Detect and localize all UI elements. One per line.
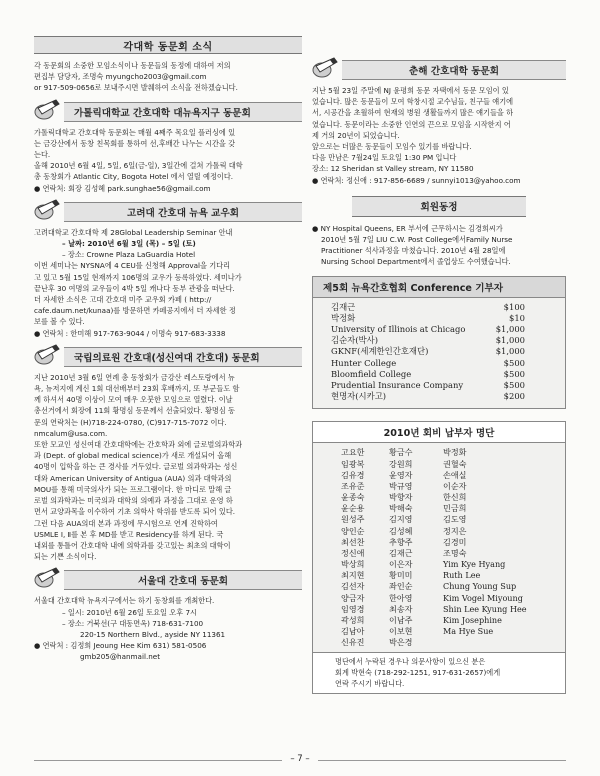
section-title: 고려대 간호대 뉴욕 교우회 bbox=[64, 202, 302, 222]
text-line: 께 하셔서 40명 이상이 모여 매우 오붓한 모임으로 열렸다. 이날 bbox=[34, 395, 233, 405]
section-title-member-news: 회원동정 bbox=[352, 196, 526, 217]
donor-row bbox=[313, 346, 565, 357]
member-name: 황금수 bbox=[389, 447, 413, 458]
section-header-snu bbox=[34, 570, 302, 590]
member-name: 김유경 bbox=[341, 469, 365, 480]
text-line: 총선거에서 회장에 11회 황명심 동문께서 선출되었다. 황명심 동 bbox=[34, 406, 236, 416]
member-name: 최송자 bbox=[389, 603, 413, 614]
member-name: 한아영 bbox=[389, 592, 413, 603]
nmc-body bbox=[34, 372, 302, 562]
text-line: cafe.daum.net/kunaa)를 방문하면 카페공지에서 더 자세한 정 bbox=[34, 306, 236, 316]
member-name: 곽성희 bbox=[341, 614, 365, 625]
section-title: 국립의료원 간호대(성신여대 간호대) 동문회 bbox=[64, 347, 302, 367]
text-line: 각 동문회의 소중한 모임소식이나 동문들의 동정에 대하여 저의 bbox=[34, 61, 231, 70]
contact-line: ● 연락처: 회장 김성혜 park.sunghae56@gmail.com bbox=[34, 183, 211, 193]
donors-table bbox=[313, 302, 565, 403]
text-line: USMLE Ⅰ, Ⅱ를 본 후 MD를 받고 Residency를 하게 된다. 국 bbox=[34, 529, 224, 539]
donor-row bbox=[313, 380, 565, 391]
member-name: 박규영 bbox=[389, 480, 413, 491]
donor-row bbox=[313, 335, 565, 346]
text-line: 더 자세한 소식은 고대 간호대 미주 교우회 카페 ( http:// bbox=[34, 295, 212, 305]
member-name: 김재근 bbox=[389, 547, 413, 558]
contact-line: ● 연락처 : 김정희 Jeoung Hee Kim 631) 581-0506 bbox=[34, 641, 207, 651]
text-line: 문의 연락처는 (H)718-224-0780, (C)917-715-7072 이다. bbox=[34, 417, 227, 427]
member-name: Chung Young Sup bbox=[443, 581, 517, 592]
member-name: 김남아 bbox=[341, 625, 365, 636]
member-name: 김지영 bbox=[389, 514, 413, 525]
member-name: 조명숙 bbox=[443, 547, 467, 558]
contact-text: 연락처 : 한미해 917-763-9044 / 이명숙 917-683-3338 bbox=[42, 328, 226, 338]
member-name: Kim Vogel Miyoung bbox=[443, 592, 523, 603]
donor-amount: $200 bbox=[503, 391, 525, 402]
text-line: 었습니다. 많은 동문들이 모여 학창시절 교수님들, 친구들 얘기에 bbox=[312, 97, 514, 107]
section-header-korea-univ bbox=[34, 202, 302, 222]
pen-icon bbox=[34, 98, 60, 124]
member-name: 박정화 bbox=[443, 447, 467, 458]
donor-row bbox=[313, 302, 565, 313]
donor-row bbox=[313, 358, 565, 369]
member-name: 이은자 bbox=[389, 559, 413, 570]
note-line: 명단에서 누락된 경우나 의문사항이 있으신 분은 bbox=[335, 657, 486, 667]
text-line: 2010년 5월 7일 LIU C.W. Post College에서Family Nurse bbox=[321, 235, 513, 245]
text-line: 였습니다. 동문이라는 소중한 인연의 끈으로 모임을 시작한지 어 bbox=[312, 119, 511, 129]
donor-name: University of Illinois at Chicago bbox=[331, 324, 466, 335]
member-name: Yim Kye Hyang bbox=[443, 559, 506, 570]
text-line: 욕, 뉴저지에 계신 1회 대선배부터 23회 후배까지, 또 부군들도 함 bbox=[34, 384, 240, 394]
member-name: Shin Lee Kyung Hee bbox=[443, 603, 527, 614]
event-address: 220-15 Northern Blvd., ayside NY 11361 bbox=[80, 629, 226, 639]
catholic-body bbox=[34, 127, 302, 194]
member-name: 윤순용 bbox=[341, 503, 365, 514]
left-column bbox=[34, 36, 302, 663]
section-title: 춘해 간호대학 동문회 bbox=[342, 60, 566, 80]
text-span: NY Hospital Queens, ER 부서에 근무하시는 김경희씨가 bbox=[320, 223, 503, 233]
text-line: Practitioner 석사과정을 마쳤습니다. 2010년 4월 28일에 bbox=[321, 246, 506, 256]
donor-amount: $10 bbox=[509, 312, 525, 323]
member-name: 최선찬 bbox=[341, 536, 365, 547]
member-name: 좌인순 bbox=[389, 581, 413, 592]
member-name: 정신애 bbox=[341, 547, 365, 558]
text-line: 40명이 입학을 하는 큰 경사를 거두었다. 글로벌 의과학과는 성신 bbox=[34, 462, 238, 472]
member-name: 임광복 bbox=[341, 458, 365, 469]
donor-name: 김재근 bbox=[331, 301, 356, 312]
contact-text: 연락처: 정신애 : 917-856-6689 / sunnyi1013@yahoo.com bbox=[320, 175, 521, 185]
event-date: – 일시: 2010년 6월 26일 토요일 오후 7시 bbox=[62, 607, 197, 617]
donors-box bbox=[312, 276, 566, 410]
member-news-body bbox=[312, 223, 566, 268]
donor-row bbox=[313, 313, 565, 324]
member-name bbox=[443, 637, 563, 648]
text-line: 다음 만남은 7월24일 토요일 1:30 PM 입니다 bbox=[312, 153, 457, 163]
section-header-catholic bbox=[34, 102, 302, 122]
pen-icon bbox=[34, 566, 60, 592]
pen-icon bbox=[34, 343, 60, 369]
member-name: 임영경 bbox=[341, 603, 365, 614]
donor-amount: $500 bbox=[503, 357, 525, 368]
member-name: 박은경 bbox=[389, 637, 413, 648]
text-line: 보를 볼 수 있다. bbox=[34, 317, 85, 327]
donor-amount: $500 bbox=[503, 380, 525, 391]
alumni-news-body bbox=[34, 60, 302, 94]
event-place: – 장소: Crowne Plaza LaGuardia Hotel bbox=[62, 250, 196, 260]
member-name: 이보현 bbox=[389, 625, 413, 636]
donor-amount: $500 bbox=[503, 368, 525, 379]
member-name: 이남주 bbox=[389, 614, 413, 625]
donor-row bbox=[313, 369, 565, 380]
member-name: 양금자 bbox=[341, 592, 365, 603]
member-name: 신유진 bbox=[341, 637, 365, 648]
donor-name: 현명자(시카고) bbox=[331, 391, 387, 402]
donor-name: 김순자(박사) bbox=[331, 335, 378, 346]
text-line: or 917-509-0656로 보내주시면 발췌하여 소식을 전하겠습니다. bbox=[34, 83, 238, 93]
donor-name: Prudential Insurance Company bbox=[331, 380, 464, 391]
member-name: 정지은 bbox=[443, 525, 467, 536]
text-line: 가톨릭대학교 간호대학 동문회는 매월 4째주 목요일 플러싱에 있 bbox=[34, 127, 236, 137]
section-title: 가톨릭대학교 간호대학 대뉴욕지구 동문회 bbox=[64, 102, 302, 122]
contact-line: ● 연락처 : 한미해 917-763-9044 / 이명숙 917-683-3338 bbox=[34, 328, 226, 338]
member-name: 양인순 bbox=[341, 525, 365, 536]
text-line: 총 동창회가 Atlantic City, Bogota Hotel 에서 열릴 예정이다. bbox=[34, 172, 234, 182]
member-name: 최지현 bbox=[341, 570, 365, 581]
member-name: 박해숙 bbox=[389, 503, 413, 514]
section-title: 서울대 간호대 동문회 bbox=[64, 570, 302, 590]
choonhae-body bbox=[312, 85, 566, 186]
text-line: Nursing School Department에서 졸업상도 수여했습니다. bbox=[321, 257, 511, 267]
text-line: nmcalum@usa.com. bbox=[34, 428, 108, 438]
text-line: 는 금강산에서 동창 친목회를 통하여 선,후배간 나누는 시간을 갖 bbox=[34, 138, 236, 148]
members-note bbox=[313, 652, 565, 693]
donor-amount: $1,000 bbox=[495, 346, 525, 357]
member-name: 김도영 bbox=[443, 514, 467, 525]
text-line: MOU를 통해 미국의사가 되는 프로그램이다. 한 마디로 말해 글 bbox=[34, 484, 232, 494]
text-line: 그런 다음 AUA의대 본과 과정에 무시험으로 연계 진학하여 bbox=[34, 518, 218, 528]
text-line: 고 있고 5월 15일 현재까지 106명의 교우가 등록하였다. 세미나가 bbox=[34, 272, 242, 282]
donor-row bbox=[313, 391, 565, 402]
member-name: 민금희 bbox=[443, 503, 467, 514]
text-line: 대와 American University of Antigua (AUA) 의과 대학과의 bbox=[34, 473, 232, 483]
section-title-alumni-news: 각대학 동문회 소식 bbox=[34, 36, 302, 54]
text-line: 지난 5월 23일 주말에 NJ 윤평희 동문 자택에서 동문 모임이 있 bbox=[312, 86, 509, 95]
text-line: 제 거의 20년이 되었습니다. bbox=[312, 130, 400, 140]
text-line: 서울대 간호대학 뉴욕지구에서는 하기 동창회를 개최한다. bbox=[34, 596, 215, 606]
donor-name: Hunter College bbox=[331, 357, 397, 368]
member-name: 이순자 bbox=[443, 480, 467, 491]
member-name: 황미미 bbox=[389, 570, 413, 581]
section-header-nmc bbox=[34, 347, 302, 367]
korea-univ-body bbox=[34, 227, 302, 339]
text-line: 또한 모교인 성신여대 간호대학에는 간호학과 외에 글로벌의과학과 bbox=[34, 440, 243, 450]
member-name: 원성주 bbox=[341, 514, 365, 525]
member-name: 김선자 bbox=[341, 581, 365, 592]
text-line: 올해 2010년 6월 4일, 5일, 6일(금-일), 3일간에 걸쳐 가톨릭 대학 bbox=[34, 161, 243, 171]
text-line: 되는 기쁜 소식이다. bbox=[34, 552, 97, 562]
member-name: Kim Josephine bbox=[443, 614, 502, 625]
page-footer bbox=[0, 754, 600, 764]
snu-body bbox=[34, 595, 302, 662]
donor-name: 박정화 bbox=[331, 312, 356, 323]
text-line: 장소: 12 Sheridan st Valley stream, NY 11580 bbox=[312, 164, 474, 174]
text-line: 내외를 통틀어 간호대학 내에 의학과를 갖고있는 최초의 대학이 bbox=[34, 540, 231, 550]
member-name: 윤영자 bbox=[389, 469, 413, 480]
contact-line: ● 연락처: 정신애 : 917-856-6689 / sunnyi1013@yahoo.com bbox=[312, 175, 521, 185]
note-line: 회계 박현숙 (718-292-1251, 917-631-2657)에게 bbox=[335, 668, 501, 678]
donors-title: 제5회 뉴욕간호협회 Conference 기부자 bbox=[313, 277, 565, 298]
text-line: 는다. bbox=[34, 150, 51, 160]
text-line: 편집부 담당자, 조명숙 myungcho2003@gmail.com bbox=[34, 72, 207, 82]
members-grid bbox=[313, 443, 565, 652]
member-name: Ruth Lee bbox=[443, 570, 481, 581]
donor-amount: $100 bbox=[503, 301, 525, 312]
contact-email: gmb205@hanmail.net bbox=[80, 652, 161, 662]
text-line: 앞으로는 더많은 동문들이 모임수 있기를 바랍니다. bbox=[312, 142, 472, 152]
member-name: 추향주 bbox=[389, 536, 413, 547]
section-header-choonhae bbox=[312, 60, 566, 80]
members-box bbox=[312, 421, 566, 694]
text-line: ● NY Hospital Queens, ER 부서에 근무하시는 김경희씨가 bbox=[312, 223, 503, 233]
members-title: 2010년 회비 납부자 명단 bbox=[313, 422, 565, 443]
note-line: 연락 주시기 바랍니다. bbox=[335, 679, 405, 689]
text-line: 로벌 의과학과는 미국의과 대학의 의예과 과정을 그대로 운영 하 bbox=[34, 496, 233, 506]
member-name: 박향자 bbox=[389, 492, 413, 503]
member-name: 박상희 bbox=[341, 559, 365, 570]
member-name: 손애실 bbox=[443, 469, 467, 480]
right-column bbox=[312, 60, 566, 694]
donor-row bbox=[313, 324, 565, 335]
contact-text: 연락처: 회장 김성혜 park.sunghae56@gmail.com bbox=[42, 183, 211, 193]
pen-icon bbox=[34, 198, 60, 224]
donor-amount: $1,000 bbox=[495, 335, 525, 346]
page-number: – 7 – bbox=[282, 754, 317, 764]
member-name: Ma Hye Sue bbox=[443, 625, 494, 636]
member-name: 고요한 bbox=[341, 447, 365, 458]
text-line: 서, 시공간을 초월하여 현재의 병원 생활들까지 많은 얘기들을 하 bbox=[312, 108, 514, 118]
donor-name: Bloomfield College bbox=[331, 368, 412, 379]
member-name: 윤종숙 bbox=[341, 492, 365, 503]
member-name: 한신희 bbox=[443, 492, 467, 503]
contact-text: 연락처 : 김정희 Jeoung Hee Kim 631) 581-0506 bbox=[42, 641, 207, 651]
donor-amount: $1,000 bbox=[495, 324, 525, 335]
event-date: – 날짜: 2010년 6월 3일 (목) – 5일 (토) bbox=[62, 239, 196, 249]
text-line: 끝난후 30 여명의 교우들이 4박 5일 캐나다 동부 관광을 떠난다. bbox=[34, 283, 235, 293]
member-name: 조유준 bbox=[341, 480, 365, 491]
pen-icon bbox=[312, 56, 338, 82]
member-name: 강원희 bbox=[389, 458, 413, 469]
member-name: 권혈숙 bbox=[443, 458, 467, 469]
member-name: 김경미 bbox=[443, 536, 467, 547]
event-place: – 장소: 거북선(구 대동면옥) 718-631-7100 bbox=[62, 618, 204, 628]
text-line: 이번 세미나는 NYSNA에 4 CEU를 신청해 Approval을 기다리 bbox=[34, 261, 231, 271]
donor-name: GKNF(세계한인간호재단) bbox=[331, 346, 429, 357]
text-line: 지난 2010년 3월 6일 연례 총 동창회가 금강산 레스토랑에서 뉴 bbox=[34, 372, 235, 382]
text-line: 면서 교양과목을 이수하여 기초 의학사 학위를 받도록 되어 있다. bbox=[34, 507, 236, 517]
member-name: 김성혜 bbox=[389, 525, 413, 536]
text-line: 과 (Dept. of global medical science)가 새로 개설되어 올해 bbox=[34, 451, 232, 461]
text-line: 고려대학교 간호대학 제 28Global Leadership Seminar 안내 bbox=[34, 227, 233, 237]
